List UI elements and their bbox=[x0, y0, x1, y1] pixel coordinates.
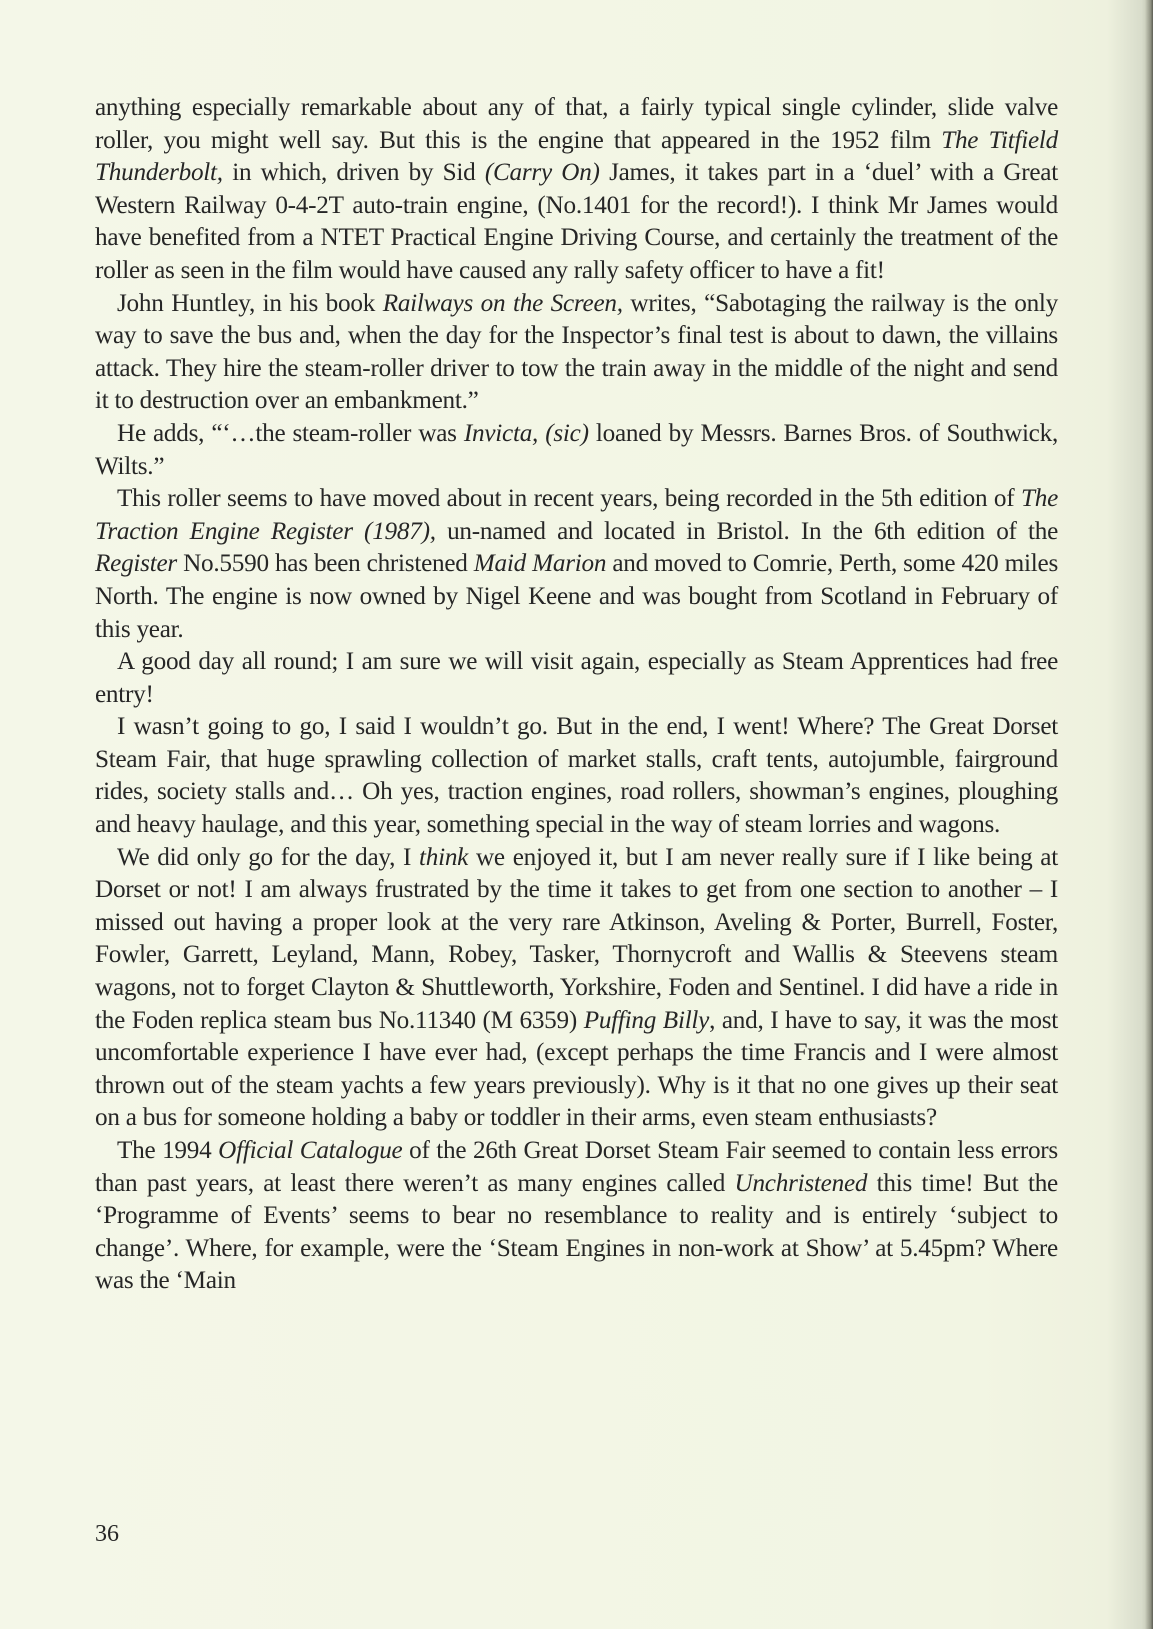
text-run: and moved to Comrie, Perth, some 420 miles North. The engine is now owned by Nigel Keene and was bought from Scotland in February of this year. bbox=[95, 550, 1058, 643]
italic-text-run: Invicta, (sic) bbox=[463, 419, 589, 447]
text-run: I wasn’t going to go, I said I wouldn’t go. But in the end, I went! Where? The Great Dorset Steam Fair, that huge sprawling collection of market stalls, craft tents, autojumble, fairground rides, society stalls and… Oh yes, traction engines, road rollers, showman’s engines, ploughing and heavy haulage, and this year, something special in the way of steam lorries and wagons. bbox=[95, 713, 1058, 839]
paragraph bbox=[95, 842, 1058, 1135]
text-run: We did only go for the day, I bbox=[117, 843, 419, 871]
text-run: in which, driven by Sid bbox=[222, 159, 485, 187]
paragraph bbox=[95, 483, 1058, 646]
italic-text-run: Puffing Billy bbox=[583, 1006, 710, 1034]
italic-text-run: The Traction Engine Register (1987), bbox=[95, 485, 1058, 545]
text-run: James, it takes part in a ‘duel’ with a Great Western Railway 0-4-2T auto-train engine, (No.1401 for the record!). I think Mr James would have benefited from a NTET Practical Engine Driving Course, and certainly the treatment of the roller as seen in the film would have caused any rally safety officer to have a fit! bbox=[95, 159, 1058, 284]
paragraph bbox=[95, 711, 1058, 841]
italic-text-run: Unchristened bbox=[734, 1169, 868, 1197]
paragraph bbox=[95, 288, 1058, 418]
text-run: un-named and located in Bristol. In the 6th edition of the bbox=[435, 517, 1058, 545]
italic-text-run: Railways on the Screen, bbox=[382, 289, 623, 317]
text-run: The 1994 bbox=[117, 1137, 219, 1164]
book-spine-shadow bbox=[1145, 0, 1153, 1629]
text-run: John Huntley, in his book bbox=[117, 289, 383, 317]
text-run: of the 26th Great Dorset Steam Fair seemed to contain less errors than past years, at least there weren’t as many engines called bbox=[95, 1137, 1058, 1197]
text-run: this time! But the ‘Programme of Events’ seems to bear no resemblance to reality and is entirely ‘subject to change’. Where, for example, were the ‘Steam Engines in non-work at Show’ at 5.45pm? Where was the ‘Main bbox=[95, 1169, 1058, 1295]
text-run: loaned by Messrs. Barnes Bros. of Southwick, Wilts.” bbox=[95, 419, 1059, 480]
italic-text-run: Register bbox=[95, 550, 177, 578]
paragraph bbox=[95, 1135, 1058, 1298]
italic-text-run: (Carry On) bbox=[484, 159, 600, 187]
italic-text-run: think bbox=[418, 843, 469, 871]
text-run: No.5590 has been christened bbox=[176, 550, 474, 578]
text-run: , and, I have to say, it was the most uncomfortable experience I have ever had, (except perhaps the time Francis and I were almost thrown out of the steam yachts a few years previously). Why is it that no one gives up their seat on a bus for someone holding a baby or toddler in their arms, even steam enthusiasts? bbox=[95, 1006, 1058, 1132]
italic-text-run: The Titfield Thunderbolt, bbox=[95, 126, 1058, 187]
paragraph bbox=[95, 646, 1058, 711]
paragraph bbox=[95, 418, 1058, 483]
paragraph bbox=[95, 92, 1058, 288]
page-number: 36 bbox=[95, 1521, 119, 1547]
body-text bbox=[95, 92, 1058, 1298]
text-run: writes, “Sabotaging the railway is the only way to save the bus and, when the day for the Inspector’s final test is about to dawn, the villains attack. They hire the steam-roller driver to tow the train away in the middle of the night and send it to destruction over an embankment.” bbox=[95, 289, 1059, 415]
text-run: anything especially remarkable about any of that, a fairly typical single cylinder, slide valve roller, you might well say. But this is the engine that appeared in the 1952 film bbox=[95, 94, 1058, 154]
text-run: A good day all round; I am sure we will visit again, especially as Steam Apprentices had free entry! bbox=[95, 648, 1058, 708]
text-run: This roller seems to have moved about in recent years, being recorded in the 5th edition of bbox=[117, 485, 1021, 513]
text-run: we enjoyed it, but I am never really sure if I like being at Dorset or not! I am always frustrated by the time it takes to get from one section to another – I missed out having a proper look at the very rare Atkinson, Aveling & Porter, Burrell, Foster, Fowler, Garrett, Leyland, Mann, Robey, Tasker, Thornycroft and Wallis & Steevens steam wagons, not to forget Clayton & Shuttleworth, Yorkshire, Foden and Sentinel. I did have a ride in the Foden replica steam bus No.11340 (M 6359) bbox=[95, 843, 1058, 1034]
italic-text-run: Maid Marion bbox=[473, 550, 607, 578]
italic-text-run: Official Catalogue bbox=[218, 1137, 403, 1164]
text-run: He adds, “‘…the steam-roller was bbox=[117, 419, 464, 447]
